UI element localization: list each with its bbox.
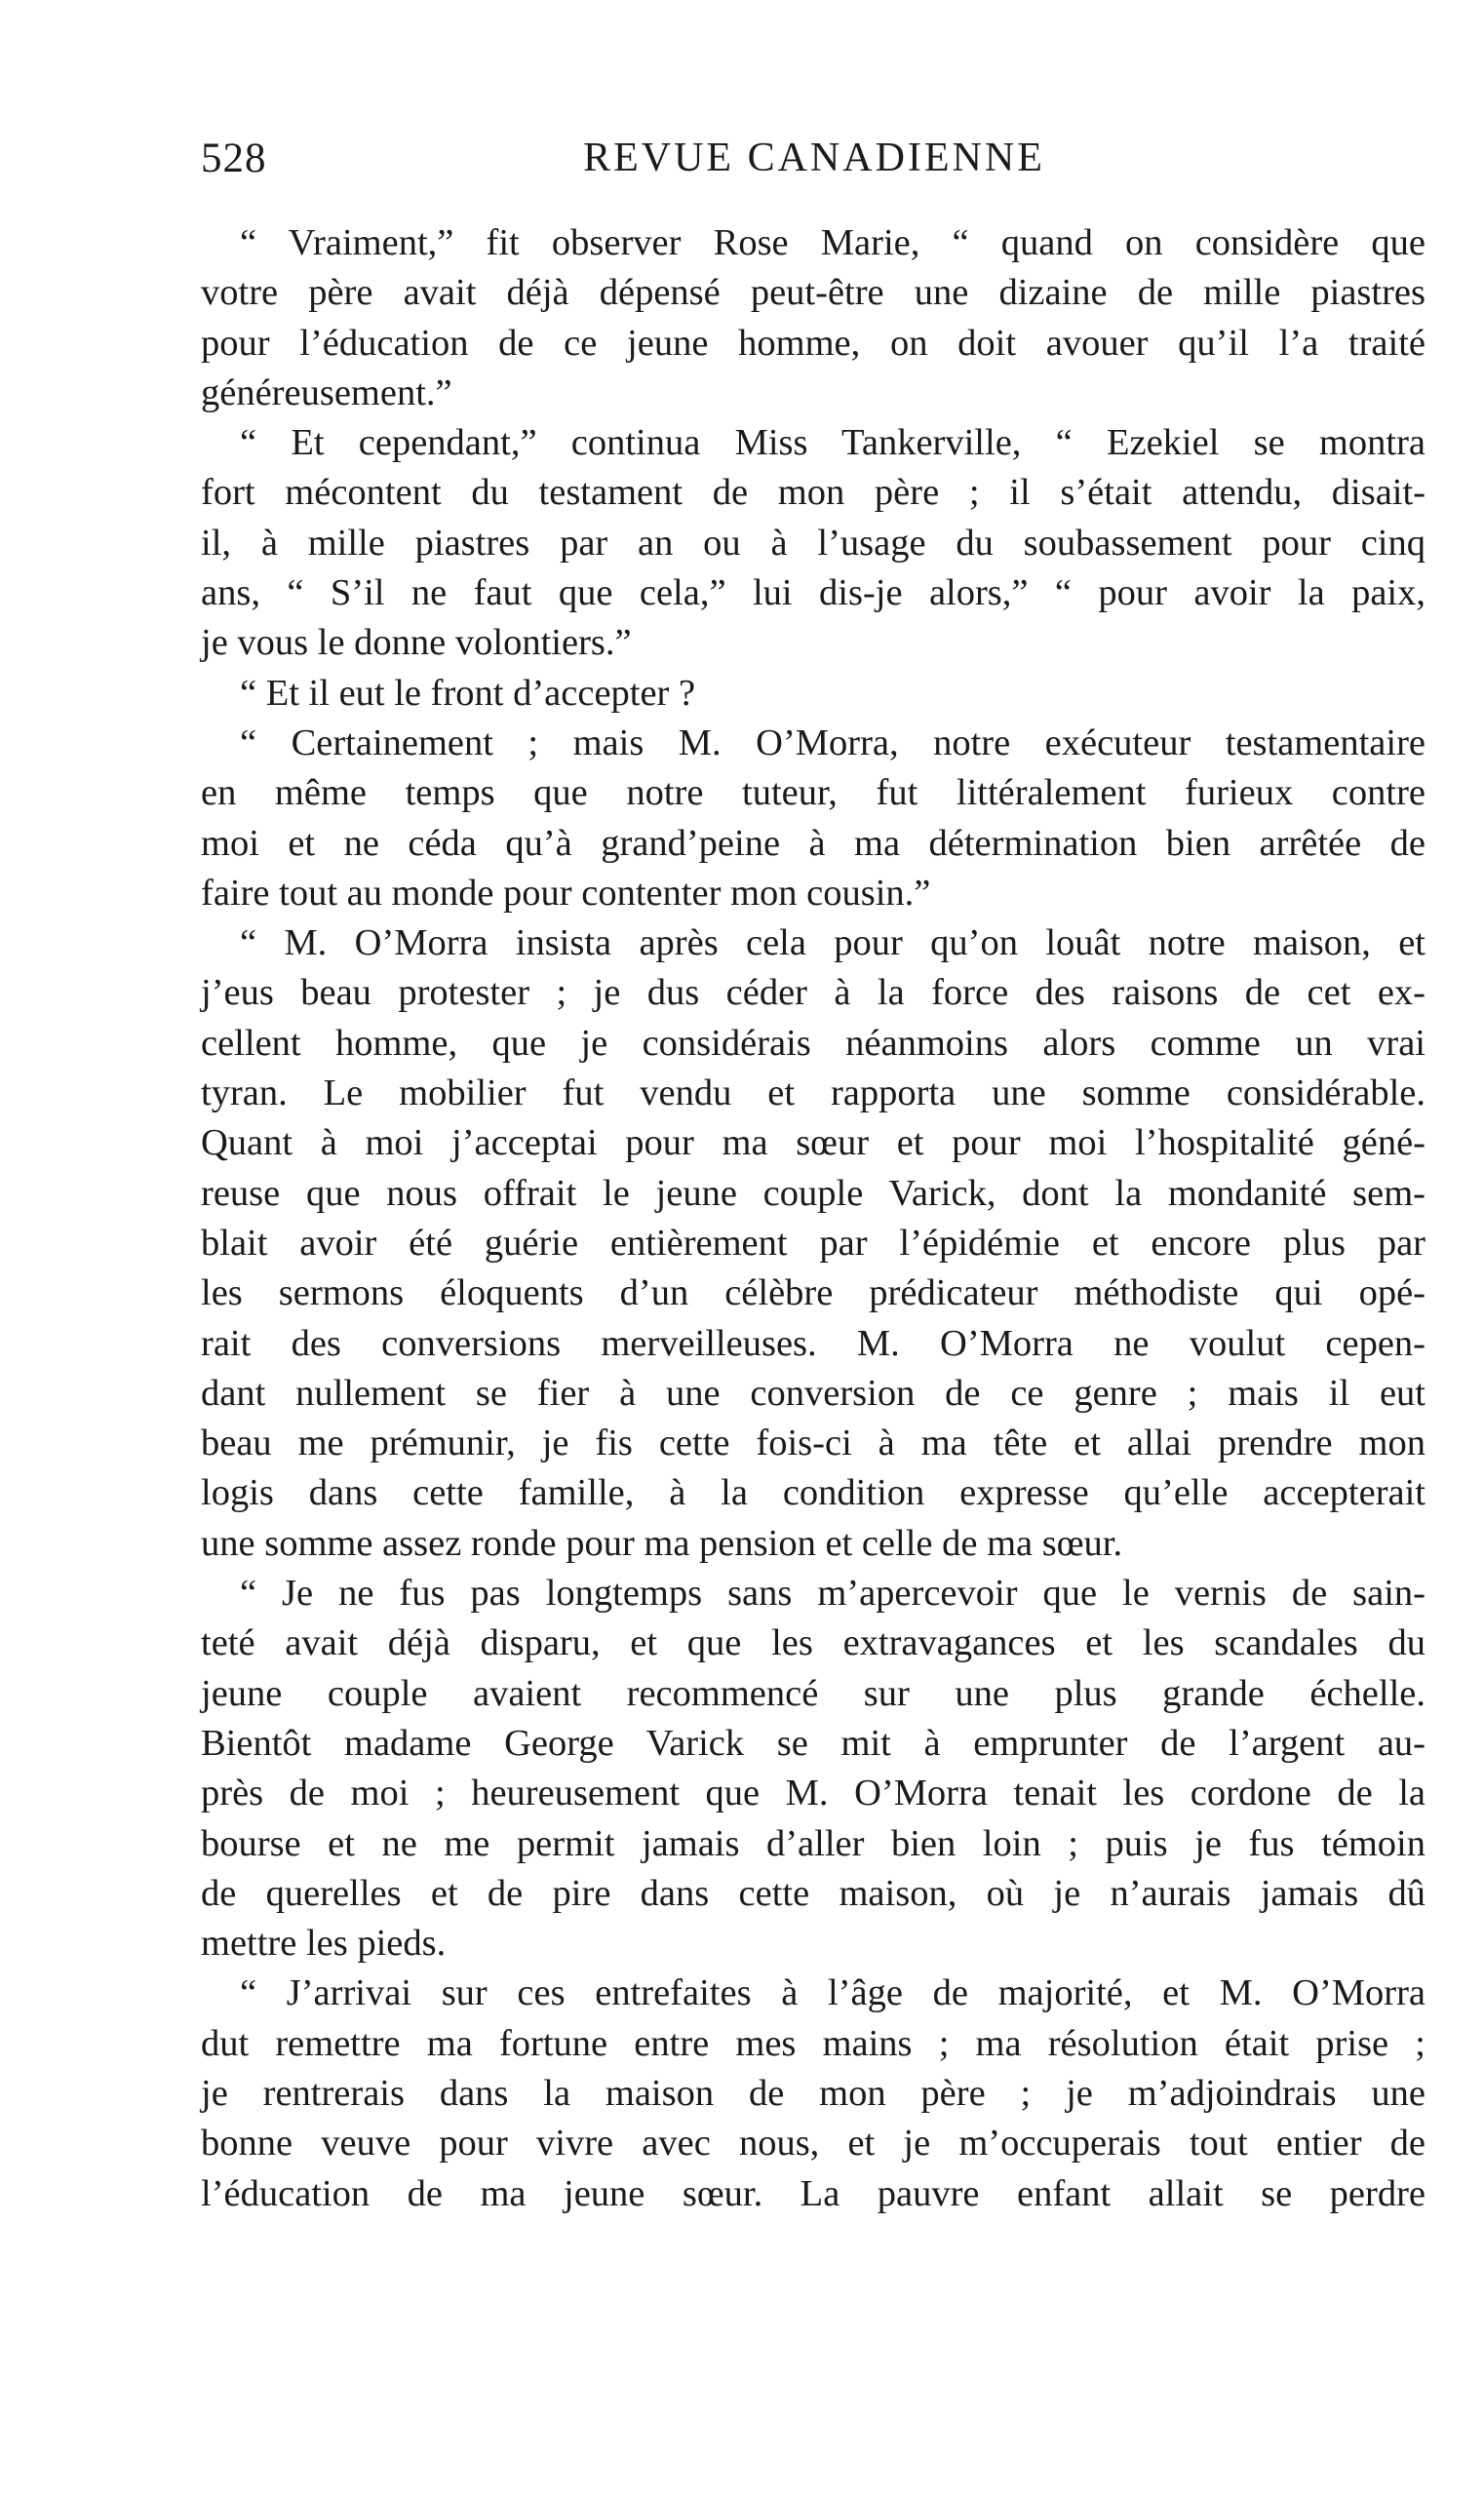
text-line: teté avait déjà disparu, et que les extravagances et les scandales du — [201, 1622, 1425, 1664]
text-line: logis dans cette famille, à la condition expresse qu’elle accepterait — [201, 1472, 1425, 1514]
page-number: 528 — [201, 136, 267, 181]
text-line: pour l’éducation de ce jeune homme, on doit avouer qu’il l’a traité — [201, 322, 1425, 364]
text-line: cellent homme, que je considérais néanmoins alors comme un vrai — [201, 1022, 1425, 1064]
text-line: mettre les pieds. — [201, 1923, 447, 1965]
body-text — [201, 218, 1425, 2219]
text-line: moi et ne céda qu’à grand’peine à ma détermination bien arrêtée de — [201, 822, 1425, 864]
text-line: dut remettre ma fortune entre mes mains ; ma résolution était prise ; — [201, 2022, 1425, 2064]
text-line: “ Et cependant,” continua Miss Tankerville, “ Ezekiel se montra — [240, 422, 1425, 464]
text-line: je vous le donne volontiers.” — [201, 622, 632, 664]
text-line: tyran. Le mobilier fut vendu et rapporta une somme considérable. — [201, 1072, 1425, 1114]
page-header — [201, 135, 1427, 193]
text-line: jeune couple avaient recommencé sur une plus grande échelle. — [201, 1672, 1425, 1714]
text-line: en même temps que notre tuteur, fut littéralement furieux contre — [201, 772, 1425, 814]
text-line: votre père avait déjà dépensé peut-être une dizaine de mille piastres — [201, 272, 1425, 314]
text-line: rait des conversions merveilleuses. M. O’Morra ne voulut cepen- — [201, 1322, 1425, 1364]
text-line: fort mécontent du testament de mon père ; il s’était attendu, disait- — [201, 472, 1425, 514]
text-line: bourse et ne me permit jamais d’aller bien loin ; puis je fus témoin — [201, 1822, 1425, 1864]
text-line: blait avoir été guérie entièrement par l’épidémie et encore plus par — [201, 1222, 1425, 1264]
text-line: les sermons éloquents d’un célèbre prédicateur méthodiste qui opé- — [201, 1272, 1425, 1314]
text-line: une somme assez ronde pour ma pension et celle de ma sœur. — [201, 1522, 1123, 1564]
text-line: l’éducation de ma jeune sœur. La pauvre enfant allait se perdre — [201, 2172, 1425, 2214]
text-line: “ Et il eut le front d’accepter ? — [240, 672, 696, 714]
text-line: “ Vraiment,” fit observer Rose Marie, “ quand on considère que — [240, 222, 1425, 263]
text-line: il, à mille piastres par an ou à l’usage du soubassement pour cinq — [201, 522, 1425, 564]
text-line: “ J’arrivai sur ces entrefaites à l’âge de majorité, et M. O’Morra — [240, 1972, 1425, 2014]
text-line: dant nullement se fier à une conversion de ce genre ; mais il eut — [201, 1372, 1425, 1414]
text-line: je rentrerais dans la maison de mon père ; je m’adjoindrais une — [201, 2072, 1425, 2114]
text-line: “ M. O’Morra insista après cela pour qu’on louât notre maison, et — [240, 922, 1425, 964]
running-title: REVUE CANADIENNE — [583, 136, 1045, 180]
text-line: faire tout au monde pour contenter mon cousin.” — [201, 872, 931, 914]
text-line: reuse que nous offrait le jeune couple Varick, dont la mondanité sem- — [201, 1172, 1425, 1214]
text-line: bonne veuve pour vivre avec nous, et je m’occuperais tout entier de — [201, 2123, 1425, 2164]
text-line: ans, “ S’il ne faut que cela,” lui dis-je alors,” “ pour avoir la paix, — [201, 572, 1425, 614]
text-line: généreusement.” — [201, 371, 452, 413]
text-line: “ Je ne fus pas longtemps sans m’apercevoir que le vernis de sain- — [240, 1573, 1425, 1615]
text-line: Bientôt madame George Varick se mit à emprunter de l’argent au- — [201, 1722, 1425, 1764]
text-line: beau me prémunir, je fis cette fois-ci à ma tête et allai prendre mon — [201, 1423, 1425, 1464]
text-line: “ Certainement ; mais M. O’Morra, notre exécuteur testamentaire — [240, 722, 1425, 763]
text-line: j’eus beau protester ; je dus céder à la force des raisons de cet ex- — [201, 972, 1425, 1014]
text-line: de querelles et de pire dans cette maison, où je n’aurais jamais dû — [201, 1872, 1425, 1914]
text-line: près de moi ; heureusement que M. O’Morra tenait les cordone de la — [201, 1773, 1425, 1814]
text-line: Quant à moi j’acceptai pour ma sœur et pour moi l’hospitalité géné- — [201, 1122, 1425, 1164]
